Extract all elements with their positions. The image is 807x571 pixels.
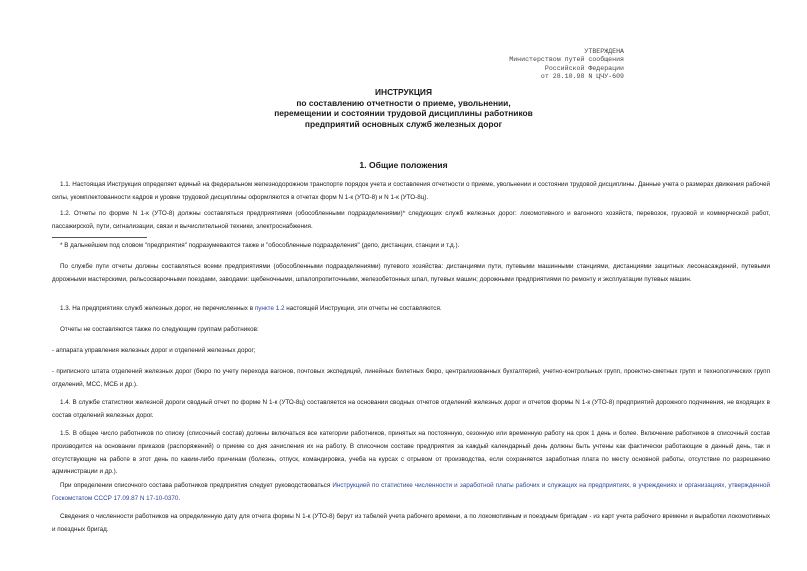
point-1-2-link[interactable]: пункте 1.2	[254, 305, 285, 312]
section-heading: 1. Общие положения	[359, 160, 448, 170]
approval-line: Министерством путей сообщения	[509, 56, 624, 64]
paragraph-1-5: 1.5. В общее число работников по списку (списочный состав) должны включаться все категории работников, принятых на постоянную, сезонную или временную работу на срок 1 день и более. Включение работников в списочный состав производится на основании приказов (распоряжений) о приеме со дня зачисления их на работу. В списочном составе предприятия за каждый календарный день должны быть учтены как фактически работающие в данный день, так и отсутствующие на работе в этот день по каким-либо причинам (болезнь, отпуск, командировка, учеба на курсах с отрывом от производства, если сохраняется заработная плата по месту основной работы, отсутствие по разрешению администрации и др.).	[52, 430, 770, 476]
approval-line: УТВЕРЖДЕНА	[584, 48, 624, 55]
approval-line: от 28.10.98 N ЦЧУ-609	[540, 73, 624, 81]
title-line: предприятий основных служб железных дорог	[304, 118, 503, 129]
footnote: * В дальнейшем под словом "предприятия" подразумеваются также и "обособленные подразделения" (депо, дистанции, станции и т.д.).	[60, 242, 460, 249]
footnote-divider	[52, 237, 147, 238]
list-item: - приписного штата отделений железных дорог (бюро по учету перехода вагонов, почтовых экспедиций, линейных билетных бюро, централизованных бухгалтерий, учетно-контрольных групп, проектно-сметных групп и технологических групп отделений, МСС, МСБ и др.).	[52, 368, 770, 388]
instruction-link[interactable]: Инструкцией по статистике численности и заработной платы рабочих и служащих на предприятиях, в учреждениях и организациях, утвержденной Госкомстатом СССР 17.09.87 N 17-10-0370	[52, 482, 770, 502]
paragraph-text: При определении списочного состава работников предприятия следует руководствоваться	[60, 482, 333, 489]
paragraph-track-service: По службе пути отчеты должны составляться всеми предприятиями (обособленными подразделениями) путевого хозяйства: дистанциями пути, путевыми машинными станциями, дистанциями защитных лесонасаждений, путевыми дорожными мастерскими, рельсосварочными поездами, заводами: щебеночными, шпалопропиточными, железобетонных шпал, путевых машин; дорожными предприятиями по ремонту и эксплуатации путевых машин.	[52, 263, 770, 283]
paragraph-text: 1.3. На предприятиях служб железных дорог, не перечисленных в	[60, 305, 255, 312]
list-item: - аппарата управления железных дорог и отделений железных дорог;	[52, 347, 256, 354]
paragraph-text: .	[178, 494, 181, 502]
document-title	[0, 87, 807, 129]
paragraph-exclusions: Отчеты не составляются также по следующим группам работников:	[60, 326, 259, 333]
paragraph-1-1: 1.1. Настоящая Инструкция определяет единый на федеральном железнодорожном транспорте порядок учета и составления отчетности о приеме, увольнении и состоянии трудовой дисциплины. Данные учета о размерах движения рабочей силы, укомплектованности кадров и уровне трудовой дисциплины оформляются в отчетах форм N 1-к (УТО-8) и N 1-к (УТО-8ц).	[52, 181, 770, 201]
paragraph-text: настоящей Инструкции, эти отчеты не составляются.	[284, 305, 442, 312]
paragraph-1-2: 1.2. Отчеты по форме N 1-к (УТО-8) должны составляться предприятиями (обособленными подразделениями)* следующих служб железных дорог: локомотивного и вагонного хозяйств, перевозок, грузовой и коммерческой работ, пассажирской, пути, сигнализации, связи и вычислительной техники, электроснабжения.	[52, 210, 770, 230]
paragraph-1-4: 1.4. В службе статистики железной дороги сводный отчет по форме N 1-к (УТО-8ц) составляется на основании сводных отчетов отделений железных дорог и отчетов формы N 1-к (УТО-8) предприятий дорожного подчинения, не входящих в состав отделений железных дорог.	[52, 399, 770, 419]
paragraph-employee-count: Сведения о численности работников на определенную дату для отчета формы N 1-к (УТО-8) берут из табелей учета рабочего времени, а по локомотивным и поездным бригадам - из карт учета рабочего времени и выработки локомотивных и поездных бригад.	[52, 513, 770, 533]
paragraph-instruction-reference	[52, 480, 770, 506]
approval-line: Российской Федерации	[544, 64, 624, 72]
title-line: перемещении и состоянии трудовой дисциплины работников	[274, 108, 533, 119]
title-line: по составлению отчетности о приеме, увольнении,	[296, 97, 511, 108]
paragraph-1-3	[52, 303, 770, 316]
approval-stamp	[509, 48, 624, 82]
title-line: ИНСТРУКЦИЯ	[375, 87, 432, 97]
